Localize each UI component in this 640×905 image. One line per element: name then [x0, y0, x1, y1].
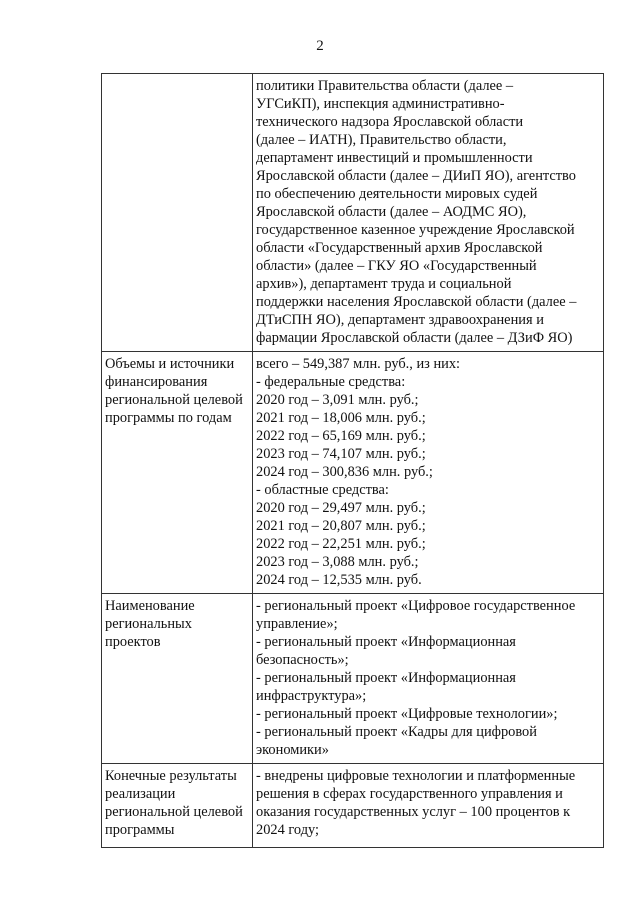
row-label-cell: [102, 352, 253, 594]
text-line: - региональный проект «Кадры для цифровой: [256, 724, 537, 740]
row-content-cell: [253, 74, 604, 352]
row-label-cell: [102, 594, 253, 764]
text-line: программы по годам: [105, 410, 232, 426]
text-line: - региональный проект «Цифровое государственное: [256, 598, 576, 614]
table-row-participants-continued: [102, 74, 604, 352]
text-line: 2022 год – 22,251 млн. руб.;: [256, 536, 426, 552]
row-content-cell: [253, 352, 604, 594]
text-line: по обеспечению деятельности мировых судей: [256, 186, 538, 202]
text-line: 2024 год – 12,535 млн. руб.: [256, 572, 422, 588]
text-line: (далее – ИАТН), Правительство области,: [256, 132, 507, 148]
text-line: 2023 год – 74,107 млн. руб.;: [256, 446, 426, 462]
row-label-cell: [102, 764, 253, 848]
text-line: региональной целевой: [105, 804, 243, 820]
text-line: Объемы и источники: [105, 356, 235, 372]
text-line: государственное казенное учреждение Ярославской: [256, 222, 575, 238]
text-line: 2020 год – 3,091 млн. руб.;: [256, 392, 419, 408]
row-content-cell: [253, 764, 604, 848]
text-line: области «Государственный архив Ярославской: [256, 240, 543, 256]
text-line: политики Правительства области (далее –: [256, 78, 514, 94]
text-line: решения в сферах государственного управления и: [256, 786, 563, 802]
text-line: 2021 год – 18,006 млн. руб.;: [256, 410, 426, 426]
text-line: - внедрены цифровые технологии и платформенные: [256, 768, 576, 784]
page-number: 2: [316, 38, 324, 54]
row-content-cell: [253, 594, 604, 764]
text-line: архив»), департамент труда и социальной: [256, 276, 512, 292]
table-row-regional-projects: [102, 594, 604, 764]
text-line: 2020 год – 29,497 млн. руб.;: [256, 500, 426, 516]
text-line: экономики»: [256, 742, 329, 758]
text-line: 2024 году;: [256, 822, 320, 838]
text-line: поддержки населения Ярославской области (далее –: [256, 294, 577, 310]
text-line: технического надзора Ярославской области: [256, 114, 524, 130]
text-line: УГСиКП), инспекция административно-: [256, 96, 505, 112]
text-line: программы: [105, 822, 175, 838]
text-line: - региональный проект «Информационная: [256, 634, 516, 650]
text-line: безопасность»;: [256, 652, 349, 668]
text-line: Ярославской области (далее – АОДМС ЯО),: [256, 204, 527, 220]
text-line: - федеральные средства:: [256, 374, 406, 390]
text-line: всего – 549,387 млн. руб., из них:: [256, 356, 461, 372]
row-label-cell: [102, 74, 253, 352]
text-line: инфраструктура»;: [256, 688, 367, 704]
text-line: фармации Ярославской области (далее – ДЗиФ ЯО): [256, 330, 573, 346]
text-line: региональной целевой: [105, 392, 243, 408]
text-line: реализации: [105, 786, 176, 802]
text-line: финансирования: [105, 374, 208, 390]
text-line: региональных: [105, 616, 192, 632]
text-line: 2023 год – 3,088 млн. руб.;: [256, 554, 419, 570]
text-line: проектов: [105, 634, 161, 650]
passport-table: [101, 73, 604, 848]
text-line: департамент инвестиций и промышленности: [256, 150, 533, 166]
text-line: - региональный проект «Информационная: [256, 670, 516, 686]
text-line: Наименование: [105, 598, 195, 614]
text-line: оказания государственных услуг – 100 процентов к: [256, 804, 571, 820]
text-line: ДТиСПН ЯО), департамент здравоохранения и: [256, 312, 544, 328]
text-line: 2022 год – 65,169 млн. руб.;: [256, 428, 426, 444]
text-line: 2024 год – 300,836 млн. руб.;: [256, 464, 433, 480]
text-line: управление»;: [256, 616, 338, 632]
text-line: Конечные результаты: [105, 768, 237, 784]
text-line: - областные средства:: [256, 482, 389, 498]
text-line: - региональный проект «Цифровые технологии»;: [256, 706, 558, 722]
text-line: области» (далее – ГКУ ЯО «Государственный: [256, 258, 537, 274]
text-line: 2021 год – 20,807 млн. руб.;: [256, 518, 426, 534]
table-row-final-results: [102, 764, 604, 848]
text-line: Ярославской области (далее – ДИиП ЯО), агентство: [256, 168, 576, 184]
table-row-financing: [102, 352, 604, 594]
